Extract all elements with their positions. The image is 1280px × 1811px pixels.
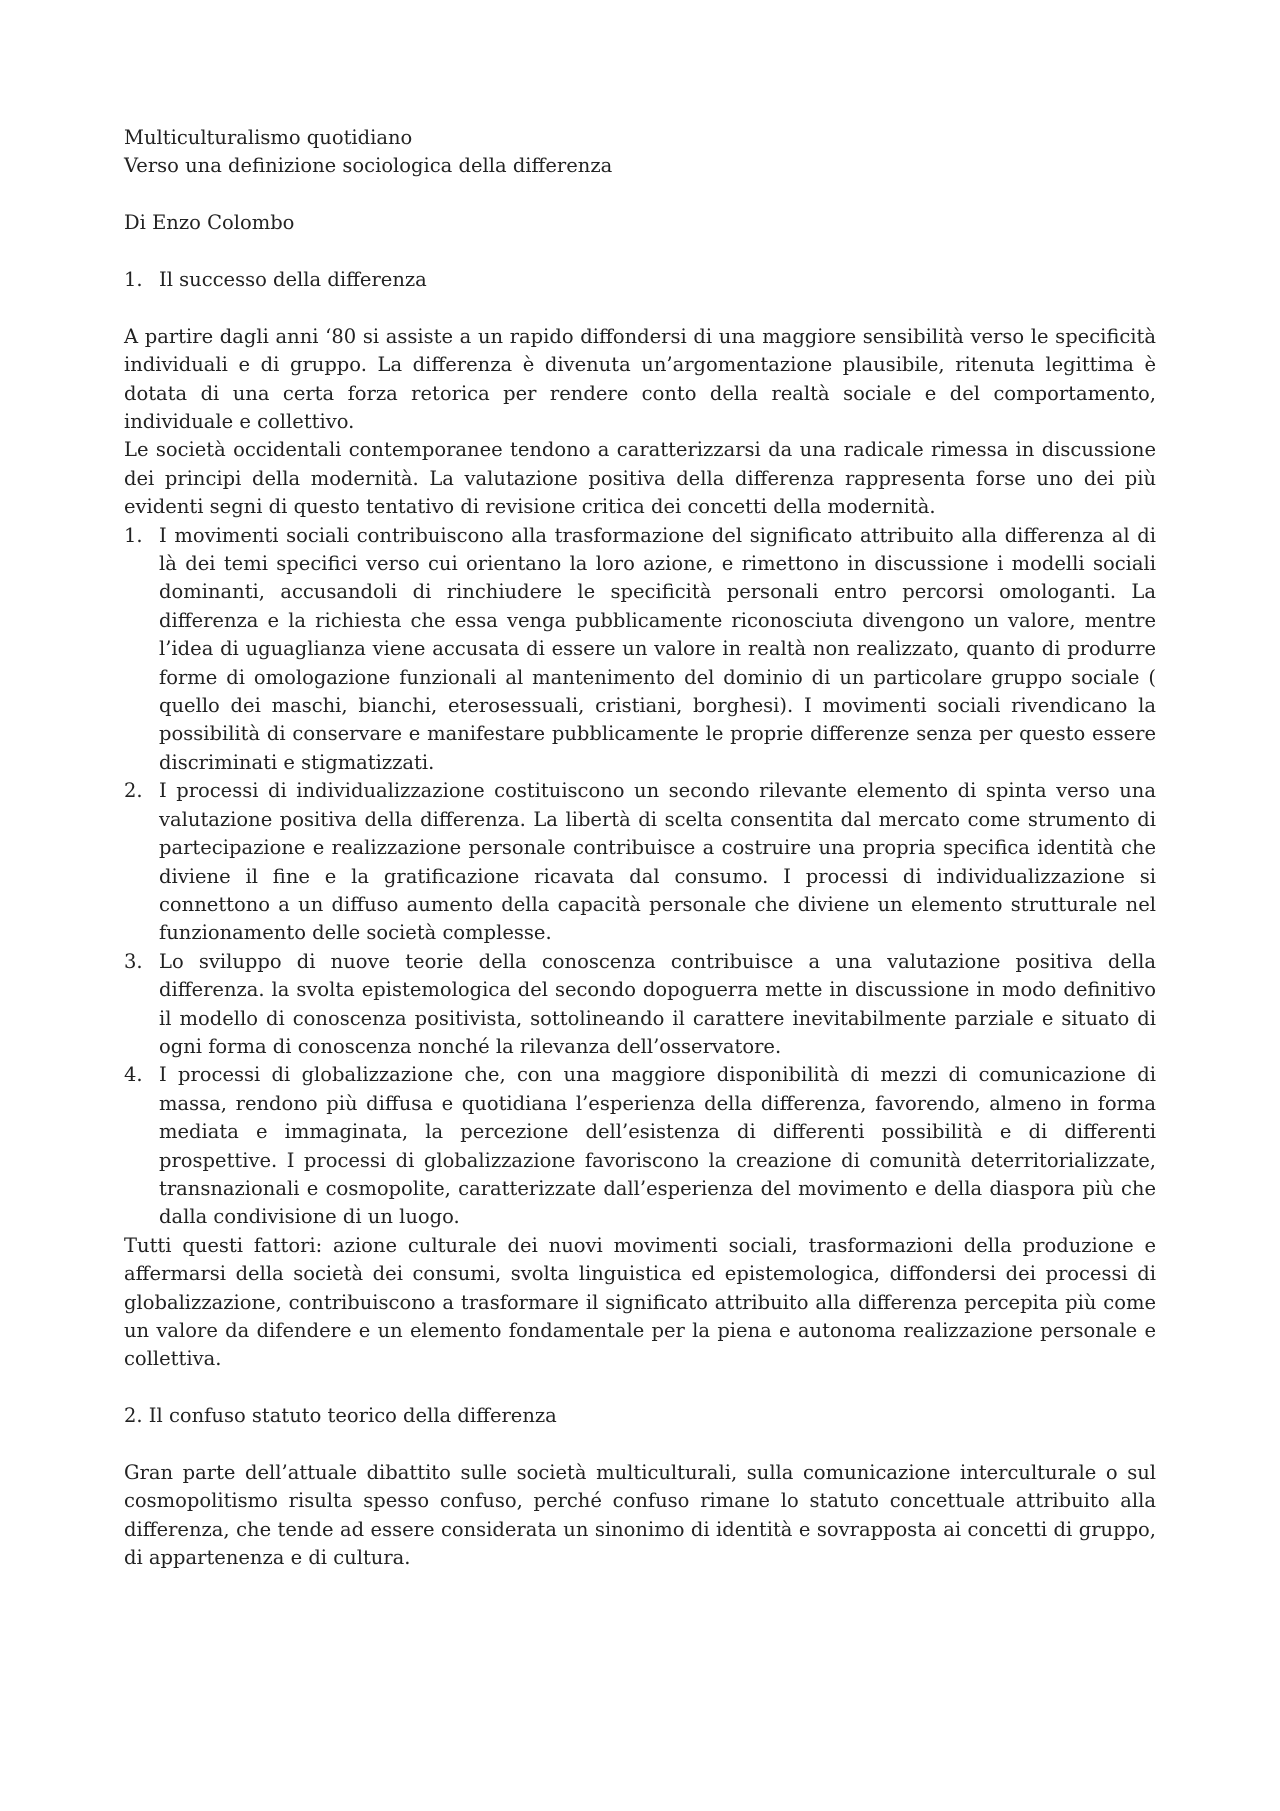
list-item bbox=[124, 1061, 1156, 1231]
section-2-heading: 2. Il confuso statuto teorico della differenza bbox=[124, 1404, 557, 1428]
section-1-paragraph-1: A partire dagli anni ‘80 si assiste a un rapido diffondersi di una maggiore sensibilità verso le specificità individuali e di gruppo. La differenza è divenuta un’argomentazione plausibile, ritenuta legittima è dotata di una certa forza retorica per rendere conto della realtà sociale e del comportamento, individuale e collettivo. bbox=[124, 324, 1156, 434]
section-1-paragraph-2: Le società occidentali contemporanee tendono a caratterizzarsi da una radicale rimessa in discussione dei principi della modernità. La valutazione positiva della differenza rappresenta forse uno dei più evidenti segni di questo tentativo di revisione critica dei concetti della modernità. bbox=[124, 438, 1156, 519]
list-item-text: I movimenti sociali contribuiscono alla trasformazione del significato attribuito alla differenza al di là dei temi specifici verso cui orientano la loro azione, e rimettono in discussione i modelli sociali dominanti, accusandoli di rinchiudere le specificità personali entro percorsi omologanti. La differenza e la richiesta che essa venga pubblicamente riconosciuta divengono un valore, mentre l’idea di uguaglianza viene accusata di essere un valore in realtà non realizzato, quanto di produrre forme di omologazione funzionali al mantenimento del dominio di un particolare gruppo sociale ( quello dei maschi, bianchi, eterosessuali, cristiani, borghesi). I movimenti sociali rivendicano la possibilità di conservare e manifestare pubblicamente le proprie differenze senza per questo essere discriminati e stigmatizzati. bbox=[159, 523, 1156, 774]
list-item-number: 1. bbox=[124, 523, 143, 547]
document-subtitle: Verso una definizione sociologica della differenza bbox=[124, 154, 613, 178]
section-1-heading-text: Il successo della differenza bbox=[159, 268, 427, 291]
factors-list bbox=[124, 522, 1156, 1232]
list-item-number: 3. bbox=[124, 949, 143, 973]
list-item-text: I processi di individualizzazione costituiscono un secondo rilevante elemento di spinta verso una valutazione positiva della differenza. La libertà di scelta consentita dal mercato come strumento di partecipazione e realizzazione personale contribuisce a costruire una propria specifica identità che diviene il fine e la gratificazione ricavata dal consumo. I processi di individualizzazione si connettono a un diffuso aumento della capacità personale che diviene un elemento strutturale nel funzionamento delle società complesse. bbox=[159, 779, 1156, 945]
document-title: Multiculturalismo quotidiano bbox=[124, 126, 413, 149]
document-author: Di Enzo Colombo bbox=[124, 211, 295, 235]
section-1-heading bbox=[124, 266, 1156, 294]
list-item bbox=[124, 948, 1156, 1062]
list-item-text: I processi di globalizzazione che, con una maggiore disponibilità di mezzi di comunicazione di massa, rendono più diffusa e quotidiana l’esperienza della differenza, favorendo, almeno in forma mediata e immaginata, la percezione dell’esistenza di differenti possibilità e di differenti prospettive. I processi di globalizzazione favoriscono la creazione di comunità deterritorializzate, transnazionali e cosmopolite, caratterizzate dall’esperienza del movimento e della diaspora più che dalla condivisione di un luogo. bbox=[159, 1063, 1156, 1229]
list-item-number: 4. bbox=[124, 1063, 143, 1087]
section-2-paragraph-1: Gran parte dell’attuale dibattito sulle società multiculturali, sulla comunicazione interculturale o sul cosmopolitismo risulta spesso confuso, perché confuso rimane lo statuto concettuale attribuito alla differenza, che tende ad essere considerata un sinonimo di identità e sovrapposta ai concetti di gruppo, di appartenenza e di cultura. bbox=[124, 1461, 1156, 1570]
list-item bbox=[124, 777, 1156, 947]
list-item bbox=[124, 522, 1156, 778]
list-item-number: 2. bbox=[124, 779, 143, 803]
list-item-text: Lo sviluppo di nuove teorie della conoscenza contribuisce a una valutazione positiva della differenza. la svolta epistemologica del secondo dopoguerra mette in discussione in modo definitivo il modello di conoscenza positivista, sottolineando il carattere inevitabilmente parziale e situato di ogni forma di conoscenza nonché la rilevanza dell’osservatore. bbox=[159, 949, 1156, 1058]
section-1-heading-number: 1. bbox=[124, 268, 143, 291]
section-1-conclusion: Tutti questi fattori: azione culturale dei nuovi movimenti sociali, trasformazioni della produzione e affermarsi della società dei consumi, svolta linguistica ed epistemologica, diffondersi dei processi di globalizzazione, contribuiscono a trasformare il significato attribuito alla differenza percepita più come un valore da difendere e un elemento fondamentale per la piena e autonoma realizzazione personale e collettiva. bbox=[124, 1233, 1156, 1371]
